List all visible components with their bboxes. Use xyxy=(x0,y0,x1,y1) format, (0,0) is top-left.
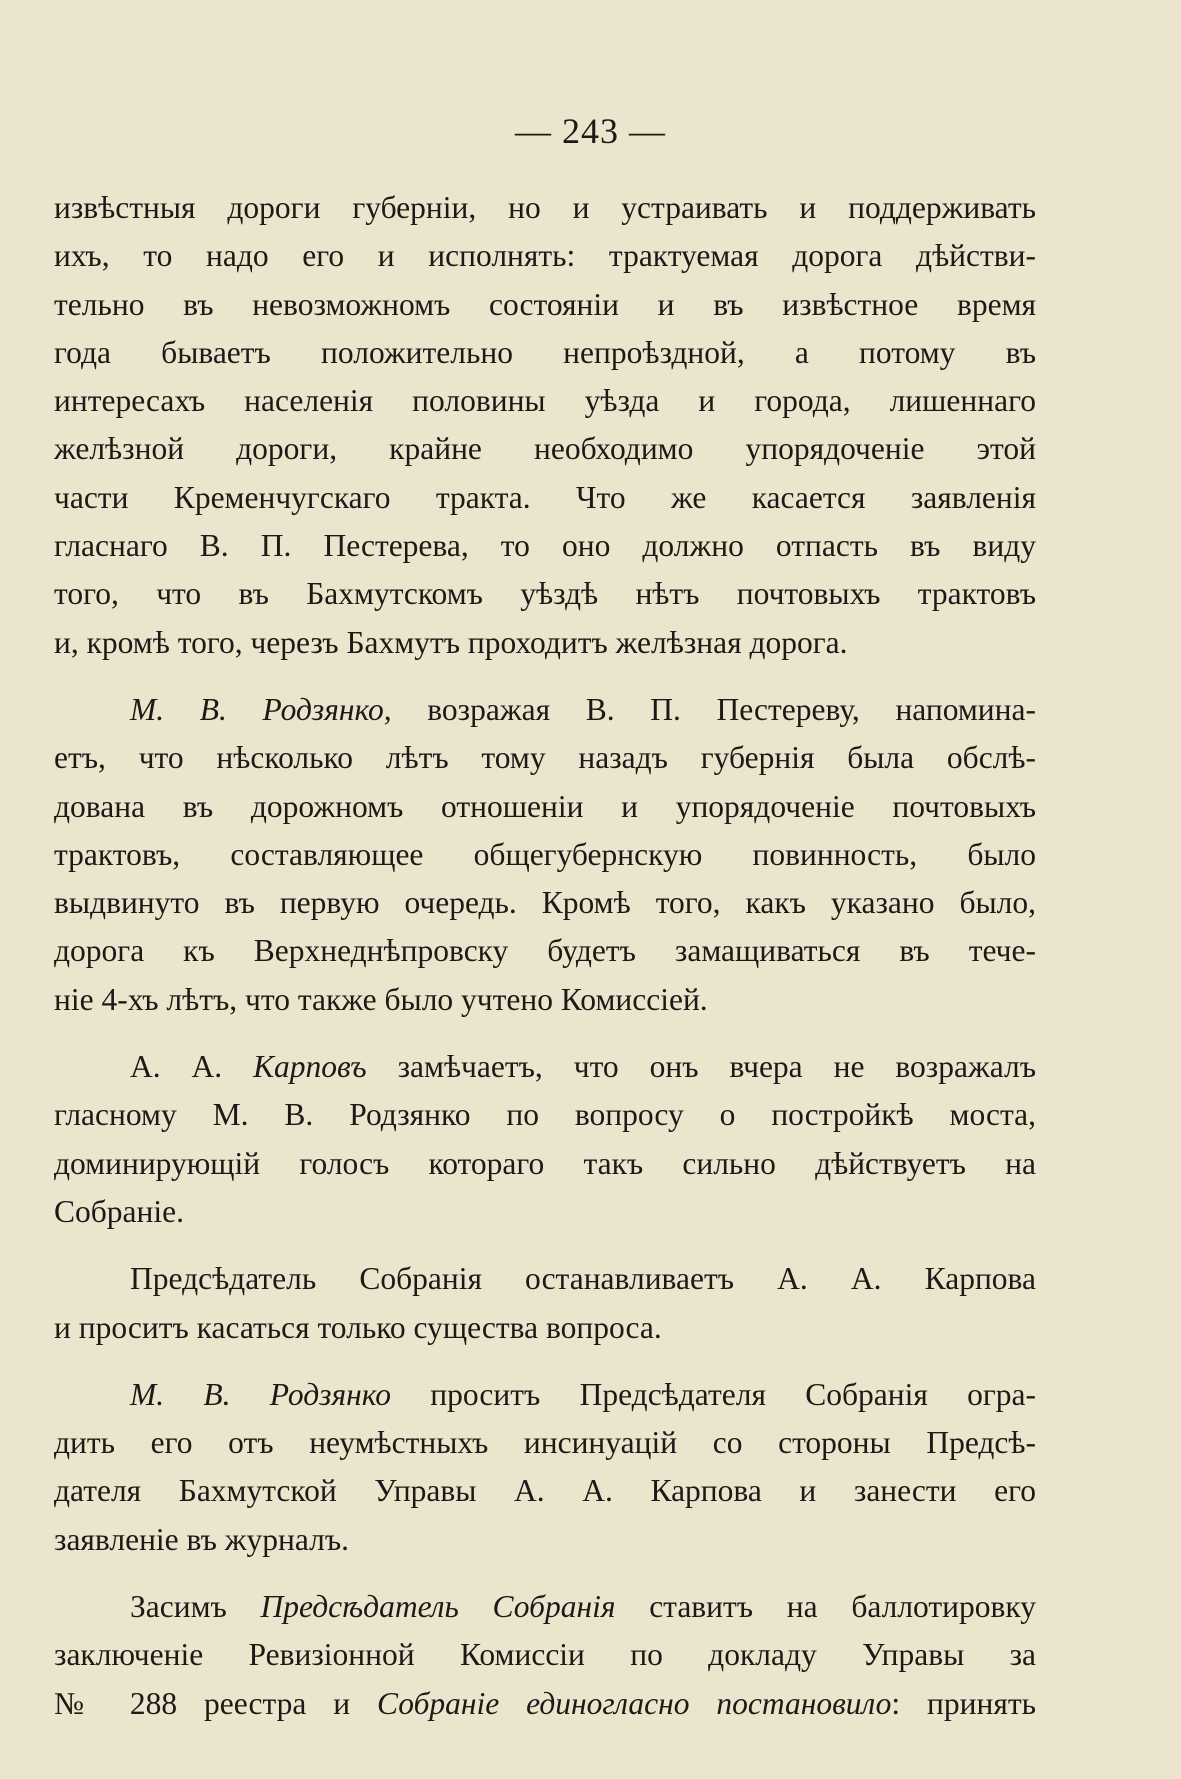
text-line: части Кременчугскаго тракта. Что же касается заявленія xyxy=(54,479,1036,515)
text-line: доминирующій голосъ котораго такъ сильно дѣйствуетъ на xyxy=(54,1145,1036,1181)
text-line: Собраніе. xyxy=(54,1193,184,1229)
text-line: ихъ, то надо его и исполнять: трактуемая дорога дѣйстви- xyxy=(54,238,1036,274)
text-line: трактовъ, составляющее общегубернскую повинность, было xyxy=(54,836,1036,872)
paragraph-2 xyxy=(54,686,1036,1024)
speaker-name: М. В. Родзянко, xyxy=(130,691,392,727)
text-line: выдвинуто въ первую очередь. Кромѣ того, какъ указано было, xyxy=(54,885,1036,921)
text-line: А. А. Карповъ замѣчаетъ, что онъ вчера не возражалъ xyxy=(130,1049,1036,1085)
text-line: дить его отъ неумѣстныхъ инсинуацій со стороны Предсѣ- xyxy=(54,1425,1036,1461)
paragraph-1 xyxy=(54,184,1036,667)
text-line: заявленіе въ журналъ. xyxy=(54,1521,350,1557)
text-line: дорога къ Верхнеднѣпровску будетъ замащиваться въ тече- xyxy=(54,933,1036,969)
paragraph-3 xyxy=(54,1043,1036,1236)
body-text xyxy=(54,184,1036,1728)
text-line: Засимъ Предсѣдатель Собранія ставитъ на баллотировку xyxy=(130,1589,1036,1625)
text-line: заключеніе Ревизіонной Комиссіи по докладу Управы за xyxy=(54,1637,1036,1673)
text-line: тельно въ невозможномъ состояніи и въ извѣстное время xyxy=(54,286,1036,322)
paragraph-6 xyxy=(54,1583,1036,1728)
text-line: и проситъ касаться только существа вопроса. xyxy=(54,1309,662,1345)
speaker-name: М. В. Родзянко xyxy=(130,1376,392,1412)
paragraph-4 xyxy=(54,1255,1036,1352)
text-line: М. В. Родзянко, возражая В. П. Пестереву, напомина- xyxy=(130,691,1036,727)
text-line: гласнаго В. П. Пестерева, то оно должно отпасть въ виду xyxy=(54,528,1036,564)
text-line: дована въ дорожномъ отношеніи и упорядоченіе почтовыхъ xyxy=(54,788,1036,824)
text-line: извѣстныя дороги губерніи, но и устраивать и поддерживать xyxy=(54,190,1036,225)
text-line: Предсѣдатель Собранія останавливаетъ А. А. Карпова xyxy=(130,1261,1036,1297)
text-line: етъ, что нѣсколько лѣтъ тому назадъ губернія была обслѣ- xyxy=(54,740,1036,776)
paragraph-5 xyxy=(54,1371,1036,1564)
text-line: дателя Бахмутской Управы А. А. Карпова и занести его xyxy=(54,1473,1036,1509)
text-line: интересахъ населенія половины уѣзда и города, лишеннаго xyxy=(54,383,1036,419)
text-line: гласному М. В. Родзянко по вопросу о постройкѣ моста, xyxy=(54,1097,1036,1133)
italic-phrase: Предсѣдатель Собранія xyxy=(260,1589,616,1625)
text-line: ніе 4-хъ лѣтъ, что также было учтено Комиссіей. xyxy=(54,981,708,1017)
text-line: № 288 реестра и Собраніе единогласно постановило: принять xyxy=(54,1685,1036,1721)
text-line: М. В. Родзянко проситъ Предсѣдателя Собранія огра- xyxy=(130,1376,1036,1412)
italic-phrase: Собраніе единогласно постановило xyxy=(377,1685,892,1721)
text-line: того, что въ Бахмутскомъ уѣздѣ нѣтъ почтовыхъ трактовъ xyxy=(54,576,1036,612)
page-number: — 243 — xyxy=(515,111,666,151)
text-line: года бываетъ положительно непроѣздной, а потому въ xyxy=(54,334,1036,370)
text-line: и, кромѣ того, черезъ Бахмутъ проходитъ желѣзная дорога. xyxy=(54,624,848,660)
text-line: желѣзной дороги, крайне необходимо упорядоченіе этой xyxy=(54,431,1036,467)
speaker-name: Карповъ xyxy=(253,1049,367,1085)
